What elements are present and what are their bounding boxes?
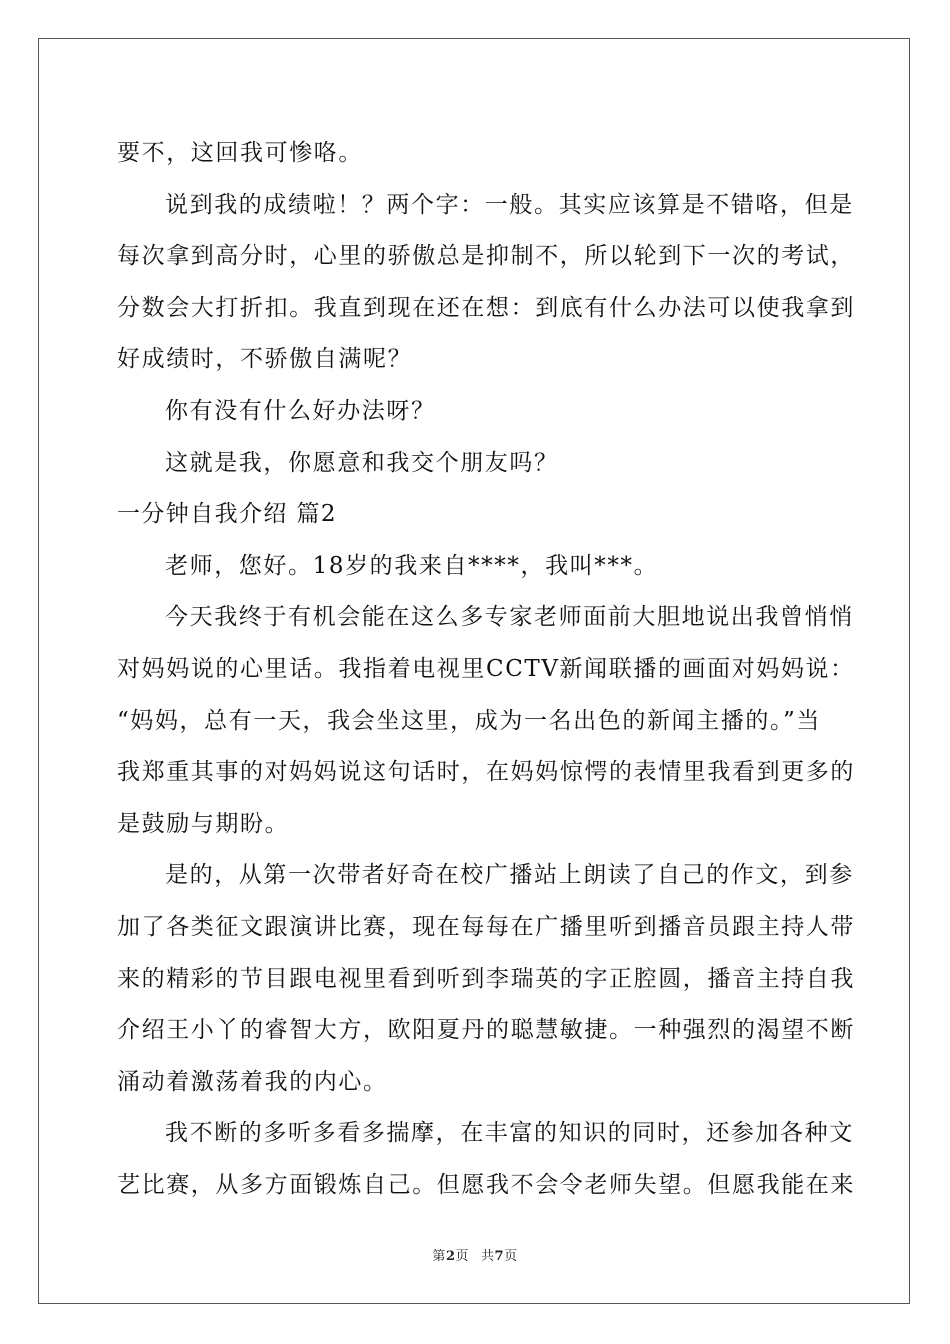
text-line: 今天我终于有机会能在这么多专家老师面前大胆地说出我曾悄悄 — [165, 604, 854, 631]
text-line: 要不，这回我可惨咯。 — [117, 140, 363, 166]
footer-total-prefix: 共 — [481, 1249, 495, 1264]
text-line: 加了各类征文跟演讲比赛，现在每每在广播里听到播音员跟主持人带 — [117, 913, 855, 940]
text-line: 你有没有什么好办法呀？ — [165, 397, 436, 424]
document-body — [117, 128, 855, 1211]
text-line: 涌动着激荡着我的内心。 — [117, 1068, 388, 1095]
footer-page-number: 2 — [445, 1249, 456, 1264]
text-line: 我郑重其事的对妈妈说这句话时，在妈妈惊愕的表情里我看到更多的 — [117, 759, 855, 786]
text-line: 是鼓励与期盼。 — [117, 810, 290, 837]
text-line: 老师，您好。18岁的我来自****，我叫***。 — [165, 552, 659, 579]
footer-total-suffix: 页 — [504, 1249, 518, 1264]
section-heading: 一分钟自我介绍 篇2 — [117, 501, 337, 528]
text-line: 来的精彩的节目跟电视里看到听到李瑞英的字正腔圆，播音主持自我 — [117, 965, 855, 992]
text-line: 这就是我，你愿意和我交个朋友吗？ — [165, 449, 559, 476]
text-line: 对妈妈说的心里话。我指着电视里CCTV新闻联播的画面对妈妈说： — [117, 655, 855, 682]
footer-total-number: 7 — [494, 1249, 505, 1264]
text-line: 介绍王小丫的睿智大方，欧阳夏丹的聪慧敏捷。一种强烈的渴望不断 — [117, 1017, 855, 1044]
text-line: 好成绩时，不骄傲自满呢？ — [117, 346, 413, 373]
text-line: 我不断的多听多看多揣摩，在丰富的知识的同时，还参加各种文 — [165, 1120, 854, 1147]
text-line: “妈妈，总有一天，我会坐这里，成为一名出色的新闻主播的。”当 — [117, 707, 822, 734]
page-footer — [0, 1245, 950, 1264]
text-line: 每次拿到高分时，心里的骄傲总是抑制不，所以轮到下一次的考试， — [117, 243, 855, 270]
text-line: 说到我的成绩啦！？两个字：一般。其实应该算是不错咯，但是 — [165, 191, 854, 218]
text-line: 分数会大打折扣。我直到现在还在想：到底有什么办法可以使我拿到 — [117, 294, 855, 321]
text-line: 是的，从第一次带者好奇在校广播站上朗读了自己的作文，到参 — [165, 862, 854, 889]
text-line: 艺比赛，从多方面锻炼自己。但愿我不会令老师失望。但愿我能在来 — [117, 1171, 855, 1198]
footer-page-prefix: 第 — [432, 1249, 446, 1264]
footer-page-suffix: 页 — [455, 1249, 469, 1264]
